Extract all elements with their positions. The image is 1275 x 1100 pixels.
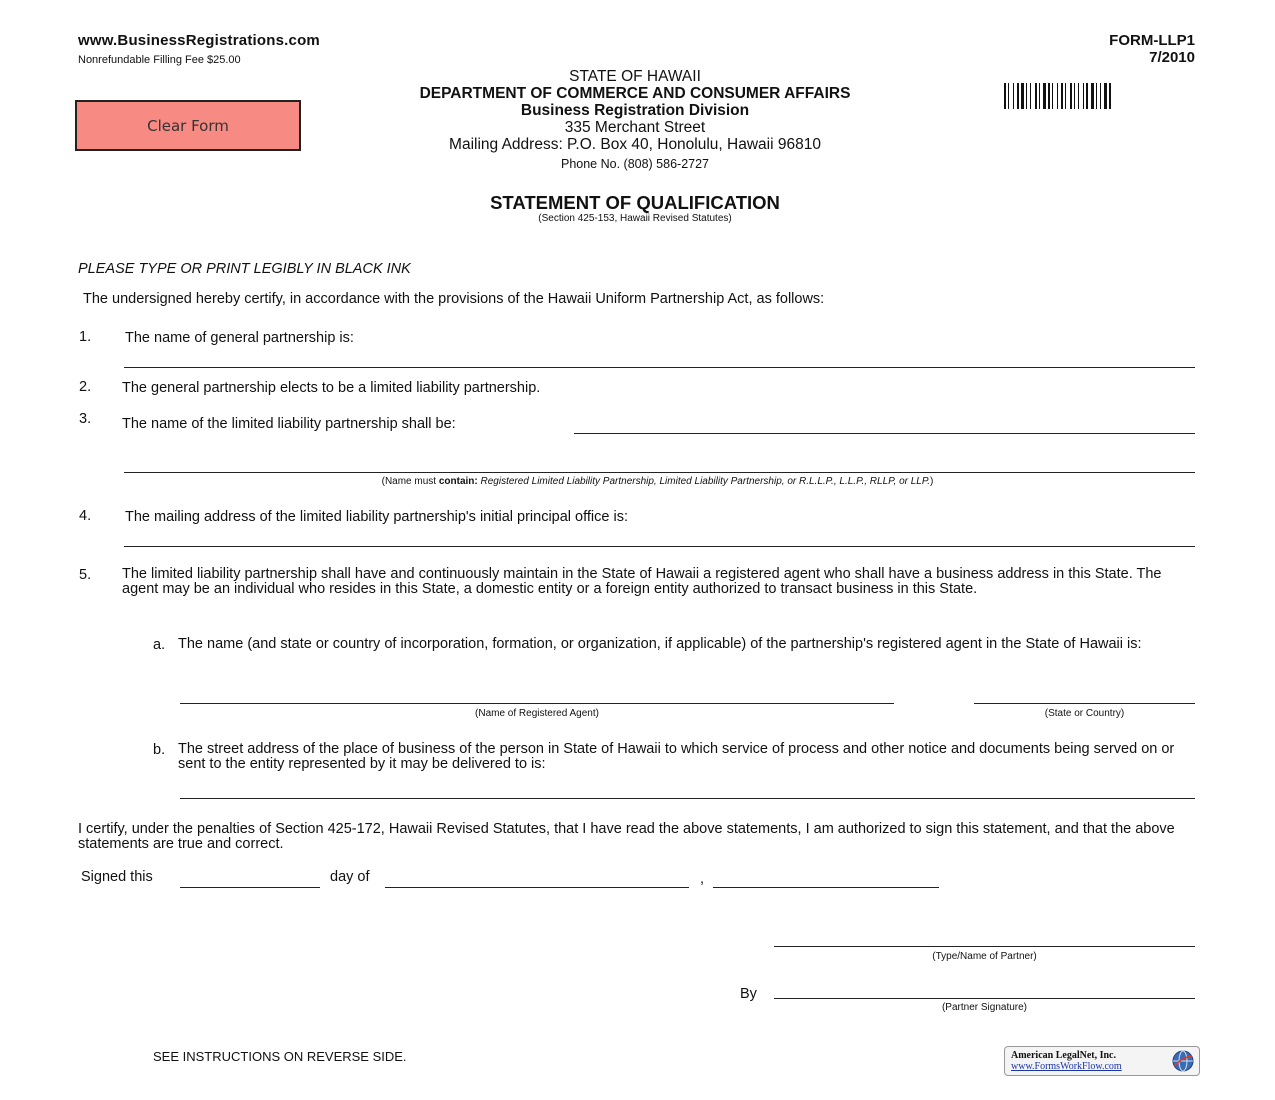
department-name: DEPARTMENT OF COMMERCE AND CONSUMER AFFAIRS <box>419 85 851 102</box>
item-1-text: The name of general partnership is: <box>125 330 354 346</box>
barcode-image <box>1004 83 1192 109</box>
globe-icon <box>1171 1049 1195 1073</box>
signed-day-field[interactable] <box>180 887 320 888</box>
item-5-number: 5. <box>79 567 92 583</box>
phone-number: Phone No. (808) 586-2727 <box>560 157 710 171</box>
by-label: By <box>740 986 757 1002</box>
day-of-label: day of <box>330 869 370 885</box>
state-name: STATE OF HAWAII <box>569 68 701 85</box>
item-4-number: 4. <box>79 508 92 524</box>
mailing-address: Mailing Address: P.O. Box 40, Honolulu, Hawaii 96810 <box>449 136 821 153</box>
state-country-label: (State or Country) <box>1044 708 1125 719</box>
llp-name-note: (Name must contain: Registered Limited Liability Partnership, Limited Liability Partnership, or R.L.L.P., L.L.P., RLLP, or LLP.) <box>381 476 934 487</box>
logo-url-link[interactable]: www.FormsWorkFlow.com <box>1011 1061 1122 1072</box>
item-3-text: The name of the limited liability partnership shall be: <box>122 416 456 432</box>
signed-month-field[interactable] <box>385 887 689 888</box>
registered-agent-label: (Name of Registered Agent) <box>475 708 599 719</box>
item-2-number: 2. <box>79 379 92 395</box>
llp-name-field-line-2[interactable] <box>124 472 1195 473</box>
form-id-block <box>1109 32 1195 66</box>
principal-office-address-field[interactable] <box>124 546 1195 547</box>
partner-signature-field[interactable] <box>774 998 1195 999</box>
agent-street-address-field[interactable] <box>180 798 1195 799</box>
item-5a-letter: a. <box>153 637 166 653</box>
item-5a-text: The name (and state or country of incorporation, formation, or organization, if applicable) of the partnership's registered agent in the State of Hawaii is: <box>178 636 1142 652</box>
partner-name-field[interactable] <box>774 946 1195 947</box>
certification-text: I certify, under the penalties of Section 425-172, Hawaii Revised Statutes, that I have read the above statements, I am authorized to sign this statement, and that the above statements are true and correct. <box>78 821 1175 852</box>
form-id: FORM-LLP1 <box>1109 32 1195 49</box>
partner-signature-label: (Partner Signature) <box>941 1002 1028 1013</box>
signed-year-field[interactable] <box>713 887 939 888</box>
form-date: 7/2010 <box>1149 49 1195 66</box>
item-4-text: The mailing address of the limited liability partnership's initial principal office is: <box>125 509 628 525</box>
agent-state-country-field[interactable] <box>974 703 1195 704</box>
website-link[interactable]: www.BusinessRegistrations.com <box>78 32 320 49</box>
llp-name-field[interactable] <box>574 433 1195 434</box>
item-2-text: The general partnership elects to be a limited liability partnership. <box>122 380 541 396</box>
see-instructions-note: SEE INSTRUCTIONS ON REVERSE SIDE. <box>153 1049 407 1064</box>
logo-company-name: American LegalNet, Inc. <box>1011 1050 1116 1061</box>
form-title: STATEMENT OF QUALIFICATION <box>490 192 780 213</box>
filing-fee: Nonrefundable Filling Fee $25.00 <box>78 54 241 66</box>
date-comma: , <box>700 871 705 887</box>
partner-name-label: (Type/Name of Partner) <box>932 951 1037 962</box>
item-5b-letter: b. <box>153 742 166 758</box>
form-subtitle: (Section 425-153, Hawaii Revised Statutes) <box>538 213 732 224</box>
american-legalnet-logo[interactable] <box>1004 1046 1200 1076</box>
item-1-number: 1. <box>79 329 92 345</box>
item-5b-text: The street address of the place of business of the person in State of Hawaii to which service of process and other notice and documents being served on or sent to the entity represented by it may be delivered to is: <box>178 741 1175 772</box>
division-name: Business Registration Division <box>520 102 750 119</box>
registered-agent-name-field[interactable] <box>180 703 894 704</box>
ink-instruction: PLEASE TYPE OR PRINT LEGIBLY IN BLACK INK <box>78 261 411 277</box>
item-3-number: 3. <box>79 411 92 427</box>
signed-this-label: Signed this <box>81 869 153 885</box>
partnership-name-field[interactable] <box>124 367 1195 368</box>
street-address: 335 Merchant Street <box>564 119 706 136</box>
clear-form-button[interactable]: Clear Form <box>75 100 301 151</box>
item-5-text: The limited liability partnership shall have and continuously maintain in the State of Hawaii a registered agent who shall have a business address in this State. The agent may be an individual who resides in this State, a domestic entity or a foreign entity authorized to transact business in this State. <box>122 566 1162 597</box>
intro-text: The undersigned hereby certify, in accordance with the provisions of the Hawaii Uniform Partnership Act, as follows: <box>83 291 825 307</box>
